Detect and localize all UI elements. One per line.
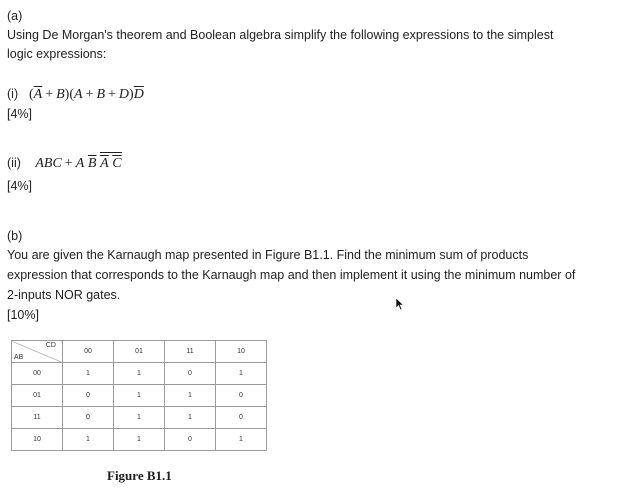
question-ii-expression: (ii) ABC + A $\overline{B}$ $\overline{A}$ $\overline{C}$ — [7, 152, 122, 172]
kmap-cell: 1 — [114, 429, 165, 451]
term-d-bar: $\overline{D}$ — [133, 87, 144, 102]
kmap-cell: 0 — [165, 363, 216, 385]
part-a-text-line1: Using De Morgan's theorem and Boolean algebra simplify the following expressions to the simplest — [7, 28, 554, 42]
overbar-group: $\overline{A}$ $\overline{C}$ — [100, 152, 122, 172]
kmap-corner — [12, 341, 63, 363]
kmap-col-header: 00 — [63, 341, 114, 363]
kmap-cell: 1 — [114, 407, 165, 429]
kmap-cell: 1 — [114, 385, 165, 407]
question-i-label: (i) — [7, 87, 19, 101]
kmap-cell: 1 — [216, 363, 267, 385]
part-b-text-line3: 2-inputs NOR gates. — [7, 288, 121, 302]
kmap-cell: 1 — [114, 363, 165, 385]
part-b-label: (b) — [7, 229, 23, 243]
kmap-row-header: 01 — [12, 385, 63, 407]
kmap-cell: 1 — [165, 385, 216, 407]
kmap-cell: 1 — [63, 363, 114, 385]
question-ii-marks: [4%] — [7, 179, 33, 193]
kmap-cell: 0 — [63, 407, 114, 429]
part-a-label: (a) — [7, 9, 23, 23]
kmap-col-header: 11 — [165, 341, 216, 363]
kmap-row-header: 10 — [12, 429, 63, 451]
part-b-text-line1: You are given the Karnaugh map presented in Figure B1.1. Find the minimum sum of products — [7, 248, 529, 262]
kmap-row-variable: AB — [14, 354, 24, 361]
kmap-cell: 1 — [216, 429, 267, 451]
kmap-cell: 1 — [63, 429, 114, 451]
part-b-marks: [10%] — [7, 308, 39, 322]
part-a-text-line2: logic expressions: — [7, 47, 107, 61]
question-i-marks: [4%] — [7, 107, 33, 121]
kmap-col-variable: CD — [45, 342, 56, 349]
figure-caption: Figure B1.1 — [107, 468, 172, 483]
kmap-cell: 0 — [63, 385, 114, 407]
term-a-bar: $\overline{A}$ — [33, 87, 43, 102]
kmap-row-header: 11 — [12, 407, 63, 429]
kmap-cell: 0 — [216, 385, 267, 407]
mouse-pointer-icon — [395, 297, 405, 311]
kmap-col-header: 01 — [114, 341, 165, 363]
question-ii-label: (ii) — [7, 156, 21, 170]
question-i-expression: (i) $(\overline{A} + B)(A + B + D)\overline{D}$ — [7, 87, 144, 102]
kmap-cell: 0 — [216, 407, 267, 429]
kmap-col-header: 10 — [216, 341, 267, 363]
kmap-row-header: 00 — [12, 363, 63, 385]
part-b-text-line2: expression that corresponds to the Karnaugh map and then implement it using the minimum number of — [7, 268, 576, 282]
kmap-cell: 0 — [165, 429, 216, 451]
karnaugh-map — [11, 340, 267, 451]
kmap-cell: 1 — [165, 407, 216, 429]
